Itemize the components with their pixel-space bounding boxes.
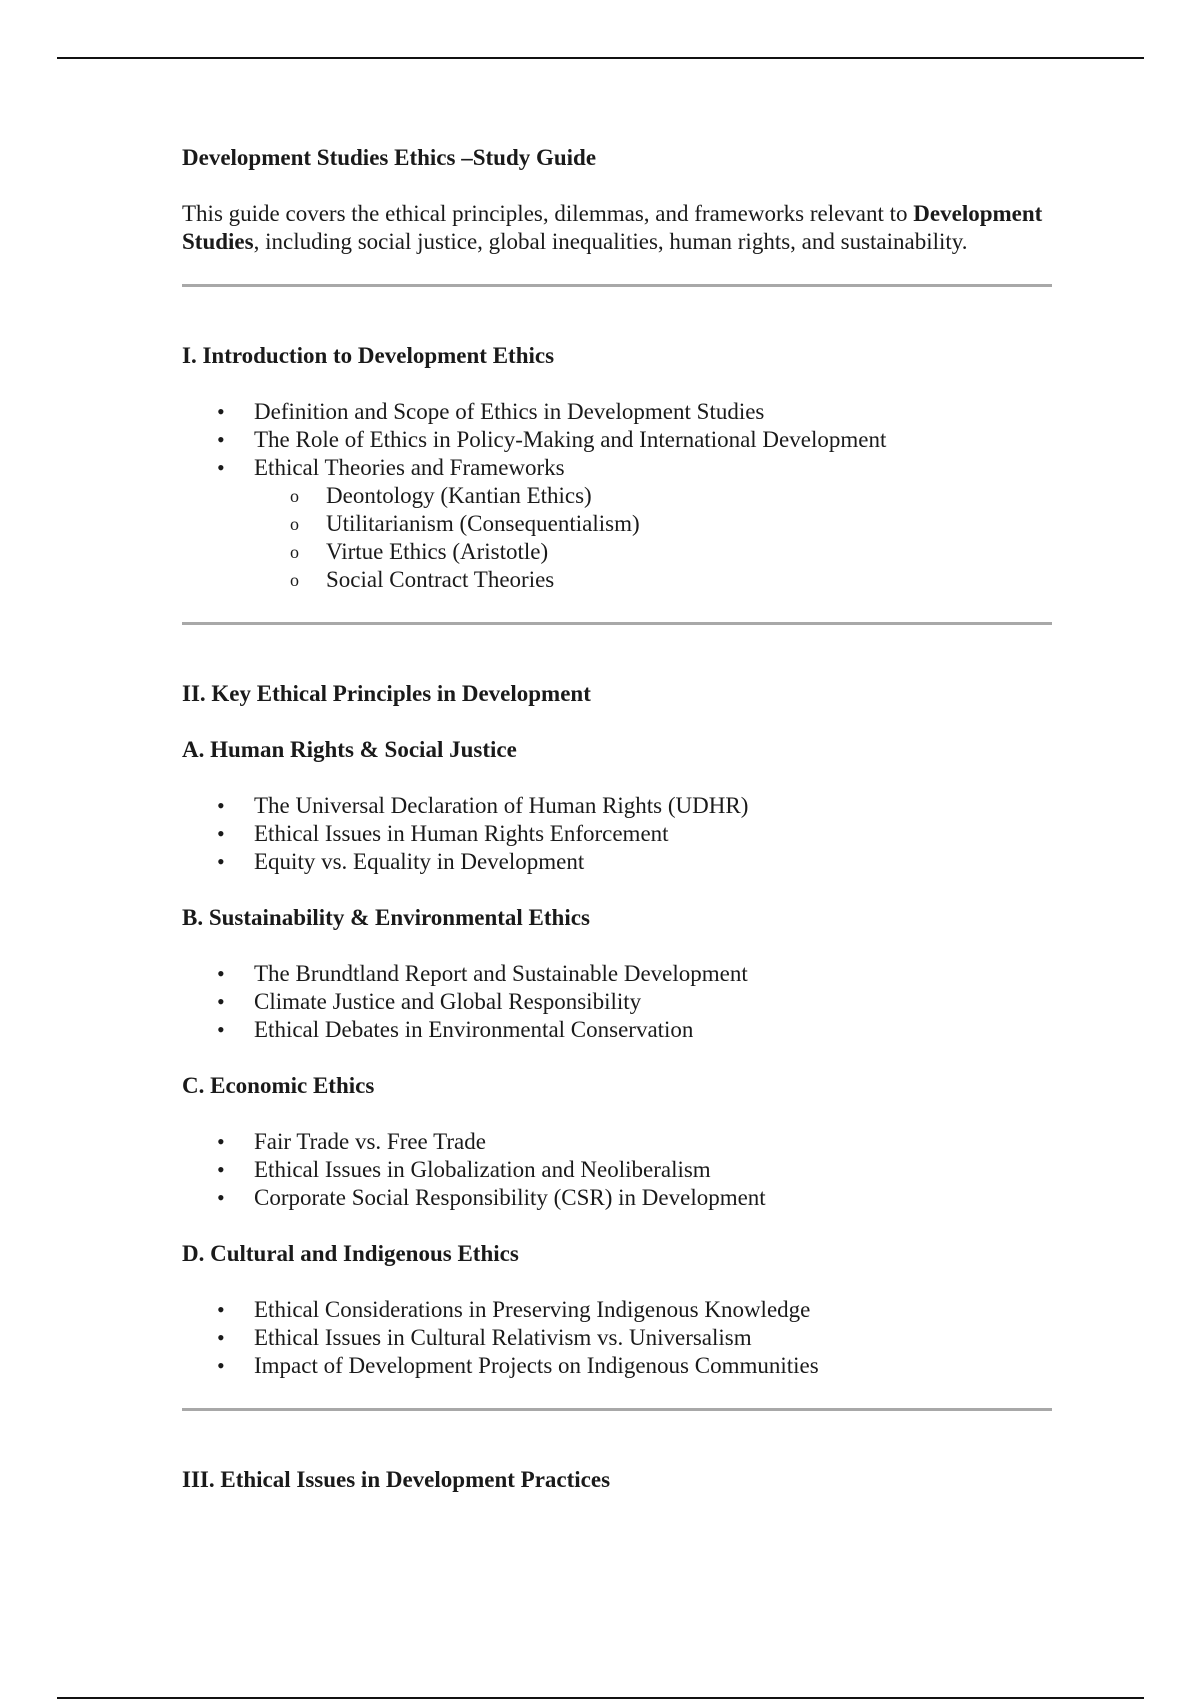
sub-bullet-icon: o bbox=[290, 542, 299, 562]
list-item bbox=[182, 398, 1052, 426]
list-item bbox=[182, 426, 1052, 454]
list-item bbox=[182, 1324, 1052, 1352]
list-item-text: Climate Justice and Global Responsibility bbox=[254, 989, 642, 1014]
section-divider bbox=[182, 1408, 1052, 1411]
bullet-icon: • bbox=[217, 1157, 225, 1182]
list-item-text: The Universal Declaration of Human Rights (UDHR) bbox=[254, 793, 749, 818]
sub-list-item-text: Virtue Ethics (Aristotle) bbox=[326, 539, 549, 564]
section1-list bbox=[182, 398, 1052, 594]
document-body bbox=[182, 144, 1052, 1494]
bullet-icon: • bbox=[217, 961, 225, 986]
subsection-title-sustainability: B. Sustainability & Environmental Ethics bbox=[182, 905, 590, 930]
sub-list-item-text: Social Contract Theories bbox=[326, 567, 555, 592]
sub-list-item bbox=[254, 510, 1052, 538]
list-item bbox=[182, 988, 1052, 1016]
list-item-text: Ethical Debates in Environmental Conservation bbox=[254, 1017, 694, 1042]
theories-sublist bbox=[254, 482, 1052, 594]
section-divider bbox=[182, 284, 1052, 287]
list-item bbox=[182, 848, 1052, 876]
subsection-title-human-rights: A. Human Rights & Social Justice bbox=[182, 737, 517, 762]
sub-list-item-text: Deontology (Kantian Ethics) bbox=[326, 483, 592, 508]
subsection-title-economic-ethics: C. Economic Ethics bbox=[182, 1073, 375, 1098]
list-item-text: Definition and Scope of Ethics in Development Studies bbox=[254, 399, 765, 424]
intro-suffix: , including social justice, global inequalities, human rights, and sustainability. bbox=[253, 229, 968, 254]
list-item-text: The Role of Ethics in Policy-Making and International Development bbox=[254, 427, 887, 452]
list-item-text: The Brundtland Report and Sustainable Development bbox=[254, 961, 748, 986]
bullet-icon: • bbox=[217, 1017, 225, 1042]
bullet-icon: • bbox=[217, 793, 225, 818]
list-item-text: Ethical Issues in Human Rights Enforcement bbox=[254, 821, 669, 846]
bullet-icon: • bbox=[217, 821, 225, 846]
list-item bbox=[182, 960, 1052, 988]
list-item-text: Impact of Development Projects on Indigenous Communities bbox=[254, 1353, 819, 1378]
section-title-development-practices: III. Ethical Issues in Development Practices bbox=[182, 1467, 611, 1492]
bullet-icon: • bbox=[217, 399, 225, 424]
bullet-icon: • bbox=[217, 1129, 225, 1154]
sub-list-item-text: Utilitarianism (Consequentialism) bbox=[326, 511, 640, 536]
sub-bullet-icon: o bbox=[290, 570, 299, 590]
list-item-text: Ethical Issues in Cultural Relativism vs. Universalism bbox=[254, 1325, 752, 1350]
bullet-icon: • bbox=[217, 1185, 225, 1210]
list-item bbox=[182, 1156, 1052, 1184]
list-item-text: Ethical Theories and Frameworks bbox=[254, 455, 565, 480]
bullet-icon: • bbox=[217, 1353, 225, 1378]
section-title-introduction: I. Introduction to Development Ethics bbox=[182, 343, 555, 368]
list-item bbox=[182, 820, 1052, 848]
intro-prefix: This guide covers the ethical principles, dilemmas, and frameworks relevant to bbox=[182, 201, 914, 226]
subsection-title-cultural-ethics: D. Cultural and Indigenous Ethics bbox=[182, 1241, 519, 1266]
section-title-key-principles: II. Key Ethical Principles in Development bbox=[182, 681, 591, 706]
section-divider bbox=[182, 622, 1052, 625]
list-item-text: Ethical Issues in Globalization and Neoliberalism bbox=[254, 1157, 711, 1182]
list-item bbox=[182, 792, 1052, 820]
bullet-icon: • bbox=[217, 1297, 225, 1322]
sub-list-item bbox=[254, 538, 1052, 566]
list-item bbox=[182, 1296, 1052, 1324]
intro-bold-term: Development Studies bbox=[182, 201, 1043, 254]
list-item bbox=[182, 1352, 1052, 1380]
list-item-text: Fair Trade vs. Free Trade bbox=[254, 1129, 486, 1154]
human-rights-list bbox=[182, 792, 1052, 876]
list-item bbox=[182, 1184, 1052, 1212]
page-top-rule bbox=[57, 57, 1144, 59]
bullet-icon: • bbox=[217, 1325, 225, 1350]
list-item bbox=[182, 1016, 1052, 1044]
bullet-icon: • bbox=[217, 849, 225, 874]
list-item-text: Ethical Considerations in Preserving Indigenous Knowledge bbox=[254, 1297, 811, 1322]
economic-ethics-list bbox=[182, 1128, 1052, 1212]
sub-list-item bbox=[254, 482, 1052, 510]
bullet-icon: • bbox=[217, 455, 225, 480]
cultural-ethics-list bbox=[182, 1296, 1052, 1380]
list-item-text: Equity vs. Equality in Development bbox=[254, 849, 585, 874]
list-item bbox=[182, 454, 1052, 594]
bullet-icon: • bbox=[217, 989, 225, 1014]
list-item bbox=[182, 1128, 1052, 1156]
page-bottom-rule bbox=[57, 1697, 1144, 1699]
document-title: Development Studies Ethics –Study Guide bbox=[182, 145, 597, 170]
intro-paragraph bbox=[182, 200, 1052, 256]
sub-list-item bbox=[254, 566, 1052, 594]
sustainability-list bbox=[182, 960, 1052, 1044]
sub-bullet-icon: o bbox=[290, 514, 299, 534]
list-item-text: Corporate Social Responsibility (CSR) in Development bbox=[254, 1185, 766, 1210]
sub-bullet-icon: o bbox=[290, 486, 299, 506]
bullet-icon: • bbox=[217, 427, 225, 452]
